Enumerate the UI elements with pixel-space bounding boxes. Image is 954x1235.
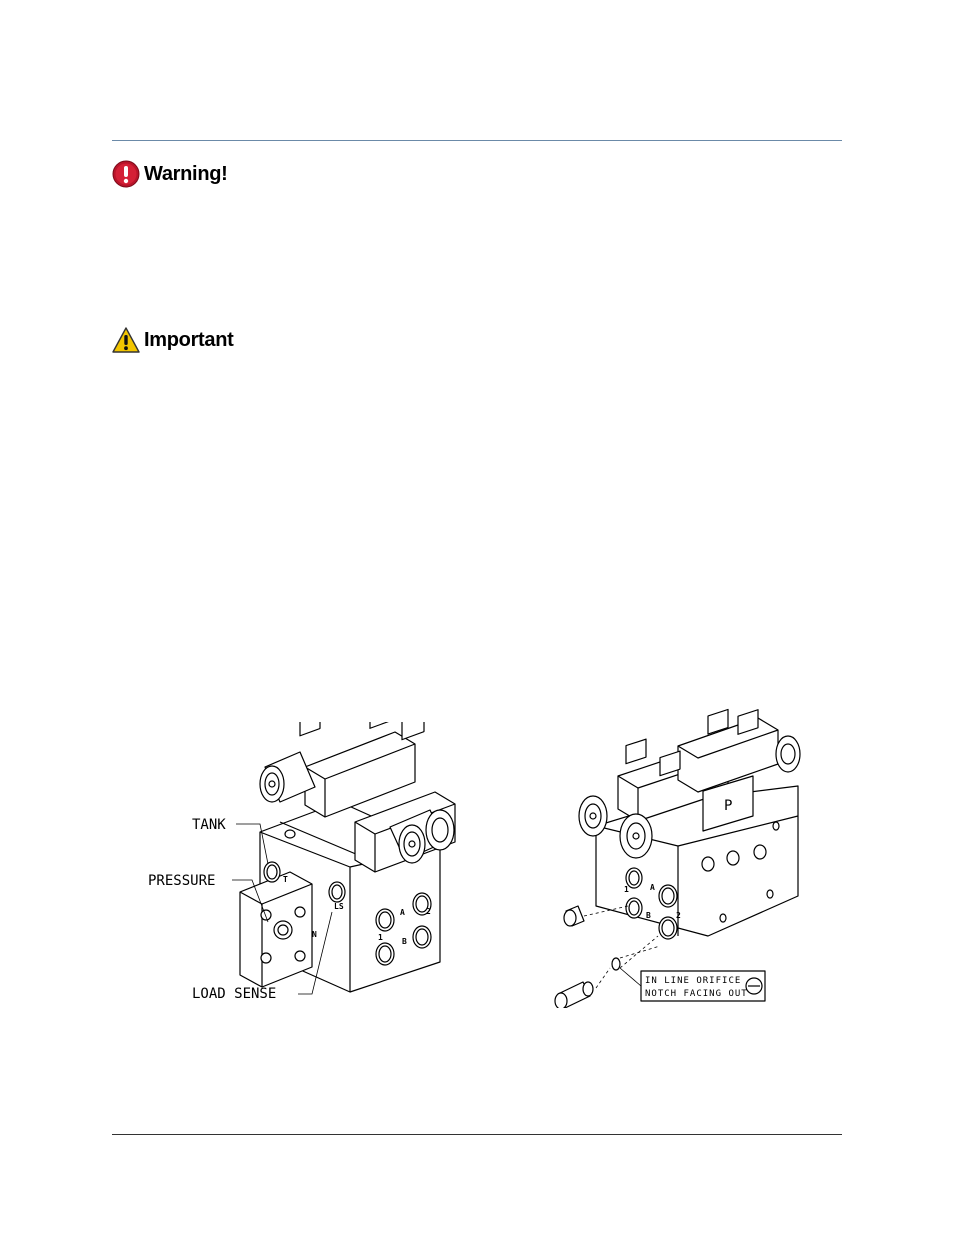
- warning-exclamation-icon: [112, 160, 140, 188]
- load-sense-callout: LOAD SENSE: [192, 986, 277, 1002]
- caution-triangle-icon: [112, 326, 140, 354]
- port-label-t: T: [283, 875, 288, 884]
- port-label-p-right: P: [724, 798, 733, 814]
- port-label-n: N: [312, 930, 317, 939]
- warning-label: Warning!: [144, 162, 228, 185]
- port-label-a: A: [400, 908, 405, 917]
- port-label-ls: LS: [334, 902, 344, 911]
- valve-manifold-rear-illustration: [548, 706, 816, 1008]
- pressure-callout: PRESSURE: [148, 873, 216, 889]
- port-label-2: 2: [426, 907, 431, 916]
- important-notice: [112, 326, 234, 354]
- port-label-1: 1: [378, 933, 383, 942]
- port-label-b: B: [402, 937, 407, 946]
- orifice-callout-line2: NOTCH FACING OUT: [645, 989, 748, 999]
- valve-manifold-front-illustration: [140, 722, 480, 1012]
- tank-callout: TANK: [192, 817, 226, 833]
- port-label-a-right: A: [650, 883, 655, 892]
- port-label-b-right: B: [646, 911, 651, 920]
- orifice-callout-line1: IN LINE ORIFICE: [645, 976, 742, 986]
- important-label: Important: [144, 328, 234, 351]
- port-label-2-right: 2: [676, 911, 681, 920]
- header-rule: [112, 140, 842, 141]
- warning-notice: [112, 160, 228, 188]
- footer-rule: [112, 1134, 842, 1135]
- port-label-1-right: 1: [624, 885, 629, 894]
